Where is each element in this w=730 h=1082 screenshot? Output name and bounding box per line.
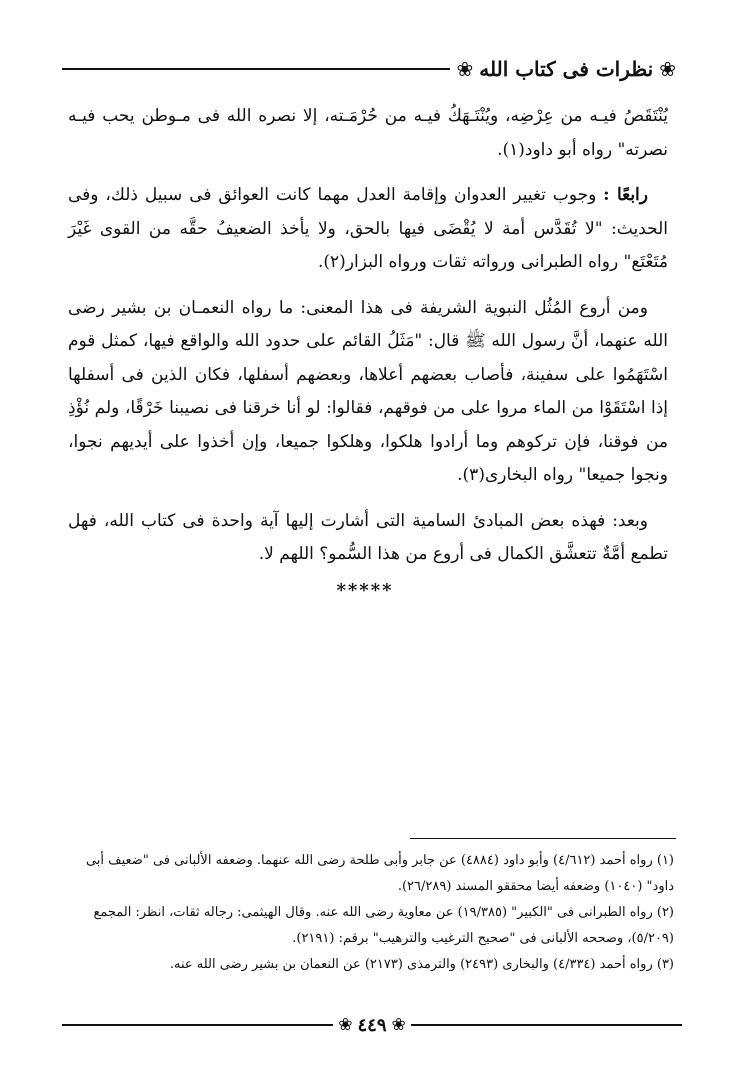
footnote: (٢) رواه الطبرانى فى "الكبير" (١٩/٣٨٥) عن معاوية رضى الله عنه. وقال الهيثمى: رجاله ثقات، انظر: المجمع (٥/٢٠٩)، وصححه الألبانى فى "صحيح الترغيب والترهيب" برقم: (٢١٩١).	[93, 905, 674, 946]
running-header	[62, 52, 682, 86]
paragraph-text: وجوب تغيير العدوان وإقامة العدل مهما كانت العوائق فى سبيل ذلك، وفى الحديث: "لا تُقَدَّس أمة لا يُقْضَى فيها بالحق، ولا يأخذ الضعيفُ حقَّه من القوى غَيْرَ مُتَعْتَع" رواه الطبرانى ورواته ثقات ورواه البزار(٢).	[68, 185, 668, 272]
paragraph-text: وبعد: فهذه بعض المبادئ السامية التى أشارت إليها آية واحدة فى كتاب الله، فهل تطمع أمَّةٌ تتعشَّق الكمال فى أروع من هذا السُّمو؟ اللهم لا.	[68, 510, 668, 564]
footer-rule	[411, 1024, 682, 1026]
flower-ornament-icon: ❀	[338, 1014, 353, 1035]
page-footer	[62, 1012, 682, 1038]
footnote: (٣) رواه أحمد (٤/٣٣٤) والبخارى (٢٤٩٣) والترمذى (٢١٧٣) عن النعمان بن بشير رضى الله عنه.	[169, 957, 674, 972]
paragraph-text: ومن أروع المُثُل النبوية الشريفة فى هذا المعنى: ما رواه النعمـان بن بشير رضى الله عنهما، أنَّ رسول الله ﷺ قال: "مَثَلُ القائم على حدود الله والواقع فيها، كمثل قوم اسْتَهَمُوا على سفينة، فأصاب بعضهم أعلاها، وبعضهم أسفلها، فكان الذين فى أسفلها إذا اسْتَقَوْا من الماء مروا على من فوقهم، فقالوا: لو أنا خرقنا فى نصيبنا خَرْقًا، ولم نُؤْذِ من فوقنا، فإن تركوهم وما أرادوا هلكوا، وهلكوا جميعا، وإن أخذوا على أيديهم نجوا، ونجوا جميعا" رواه البخارى(٣).	[68, 297, 668, 485]
section-separator: *****	[336, 580, 394, 601]
footnote-rule	[410, 838, 676, 839]
main-text	[68, 100, 668, 584]
flower-ornament-icon: ❀	[456, 57, 474, 81]
paragraph	[68, 505, 668, 572]
header-rule	[62, 68, 450, 70]
paragraph-lead: رابعًا :	[603, 185, 648, 205]
paragraph-text: يُنْتَقَصُ فيـه من عِرْضِه، ويُنْتَـهَكُ فيـه من حُرْمَـته، إلا نصره الله فى مـوطن يحب فيـه نصرته" رواه أبو داود(١).	[68, 106, 668, 160]
footer-rule	[62, 1024, 333, 1026]
footnote: (١) رواه أحمد (٤/٦١٢) وأبو داود (٤٨٨٤) عن جابر وأبى طلحة رضى الله عنهما. وضعفه الألبانى فى "ضعيف أبى داود" (١٠٤٠) وضعفه أيضا محققو المسند (٢٦/٢٨٩).	[85, 853, 674, 894]
footnotes	[60, 848, 674, 978]
paragraph	[68, 100, 668, 167]
page-number: ٤٤٩	[357, 1014, 387, 1036]
flower-ornament-icon: ❀	[391, 1014, 406, 1035]
flower-ornament-icon: ❀	[659, 57, 676, 81]
paragraph	[68, 292, 668, 493]
running-title: نظرات فى كتاب الله	[479, 57, 654, 81]
paragraph	[68, 179, 668, 280]
